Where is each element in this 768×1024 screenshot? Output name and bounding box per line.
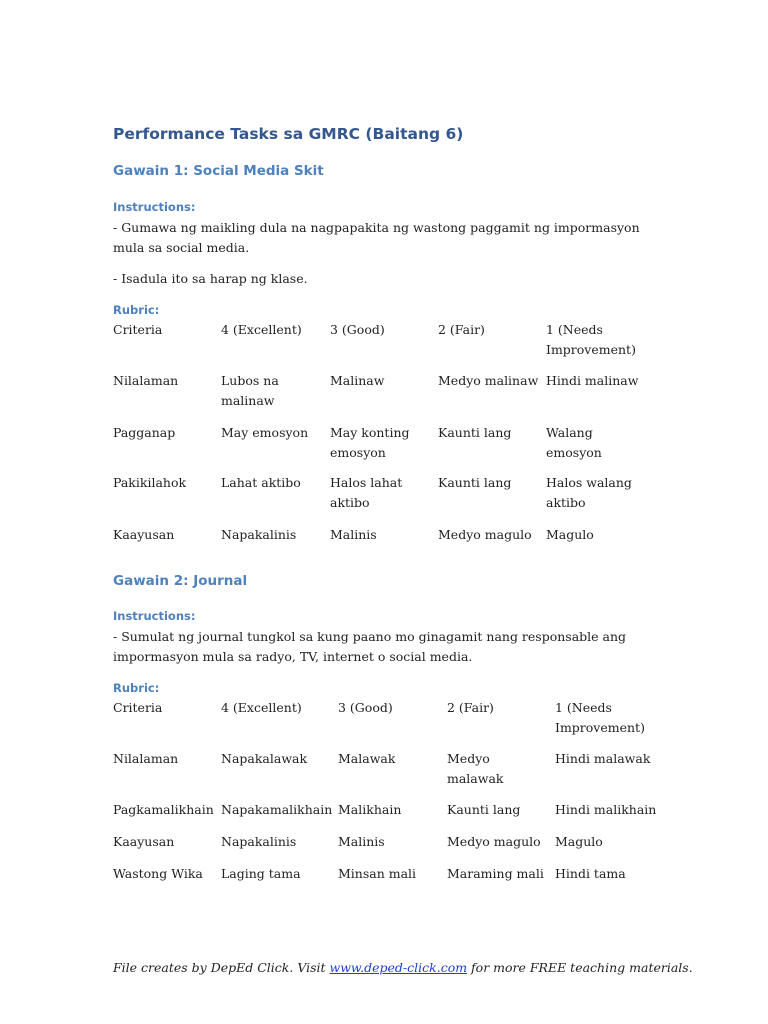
rubric-header-cell: 3 (Good): [338, 700, 393, 715]
rubric-cell: Magulo: [555, 834, 603, 849]
rubric-header-cell: 4 (Excellent): [221, 322, 302, 337]
task-2-instructions-label: Instructions:: [113, 609, 196, 623]
rubric-header-cell: 1 (Needs Improvement): [546, 322, 636, 357]
rubric-cell: Kaunti lang: [447, 802, 521, 817]
rubric-header-cell: 2 (Fair): [447, 700, 494, 715]
rubric-cell: Lubos na malinaw: [221, 373, 279, 408]
rubric-cell: Halos walang aktibo: [546, 475, 632, 510]
rubric-header-cell: Criteria: [113, 700, 163, 715]
rubric-cell: Medyo malinaw: [438, 373, 539, 388]
rubric-cell: Malikhain: [338, 802, 402, 817]
rubric-cell: Pagkamalikhain: [113, 802, 214, 817]
rubric-cell: Kaunti lang: [438, 475, 512, 490]
rubric-cell: Napakamalikhain: [221, 802, 333, 817]
task-2-rubric-label: Rubric:: [113, 681, 160, 695]
footer-suffix: for more FREE teaching materials.: [467, 960, 693, 975]
rubric-cell: Medyo malawak: [447, 751, 504, 786]
rubric-cell: Napakalinis: [221, 834, 297, 849]
rubric-header-cell: 3 (Good): [330, 322, 385, 337]
task-1-instruction-1: - Gumawa ng maikling dula na nagpapakita ng wastong paggamit ng impormasyon mula sa social media.: [113, 220, 640, 255]
rubric-cell: Malawak: [338, 751, 396, 766]
rubric-cell: Wastong Wika: [113, 866, 203, 881]
task-1-instructions-label: Instructions:: [113, 200, 196, 214]
rubric-cell: Hindi malikhain: [555, 802, 657, 817]
rubric-cell: Hindi malinaw: [546, 373, 639, 388]
task-2-heading: Gawain 2: Journal: [113, 573, 248, 589]
footer-prefix: File creates by DepEd Click. Visit: [113, 960, 330, 975]
rubric-cell: Pakikilahok: [113, 475, 187, 490]
rubric-cell: Nilalaman: [113, 751, 179, 766]
rubric-cell: Malinaw: [330, 373, 385, 388]
page-footer: [113, 960, 693, 975]
task-1-rubric-label: Rubric:: [113, 303, 160, 317]
rubric-cell: Kaayusan: [113, 527, 175, 542]
rubric-cell: Medyo magulo: [438, 527, 532, 542]
rubric-cell: May konting emosyon: [330, 425, 410, 460]
rubric-cell: May emosyon: [221, 425, 309, 440]
task-1-heading: Gawain 1: Social Media Skit: [113, 163, 324, 179]
task-1-instruction-2: - Isadula ito sa harap ng klase.: [113, 271, 308, 286]
rubric-cell: Hindi malawak: [555, 751, 651, 766]
page-title: Performance Tasks sa GMRC (Baitang 6): [113, 125, 464, 143]
deped-click-link[interactable]: www.deped-click.com: [329, 960, 468, 975]
rubric-cell: Napakalawak: [221, 751, 308, 766]
rubric-header-cell: Criteria: [113, 322, 163, 337]
rubric-header-cell: 2 (Fair): [438, 322, 485, 337]
task-2-instruction-1: - Sumulat ng journal tungkol sa kung paano mo ginagamit nang responsable ang impormasyon mula sa radyo, TV, internet o social media.: [113, 629, 627, 664]
rubric-header-cell: 4 (Excellent): [221, 700, 302, 715]
rubric-cell: Magulo: [546, 527, 594, 542]
rubric-cell: Kaunti lang: [438, 425, 512, 440]
rubric-header-cell: 1 (Needs Improvement): [555, 700, 645, 735]
rubric-cell: Malinis: [330, 527, 377, 542]
rubric-cell: Pagganap: [113, 425, 176, 440]
rubric-cell: Lahat aktibo: [221, 475, 301, 490]
rubric-cell: Maraming mali: [447, 866, 544, 881]
rubric-cell: Kaayusan: [113, 834, 175, 849]
rubric-cell: Halos lahat aktibo: [330, 475, 403, 510]
rubric-cell: Hindi tama: [555, 866, 626, 881]
rubric-cell: Nilalaman: [113, 373, 179, 388]
rubric-cell: Walang emosyon: [546, 425, 602, 460]
rubric-cell: Medyo magulo: [447, 834, 541, 849]
rubric-cell: Napakalinis: [221, 527, 297, 542]
rubric-cell: Laging tama: [221, 866, 301, 881]
rubric-cell: Malinis: [338, 834, 385, 849]
rubric-cell: Minsan mali: [338, 866, 417, 881]
